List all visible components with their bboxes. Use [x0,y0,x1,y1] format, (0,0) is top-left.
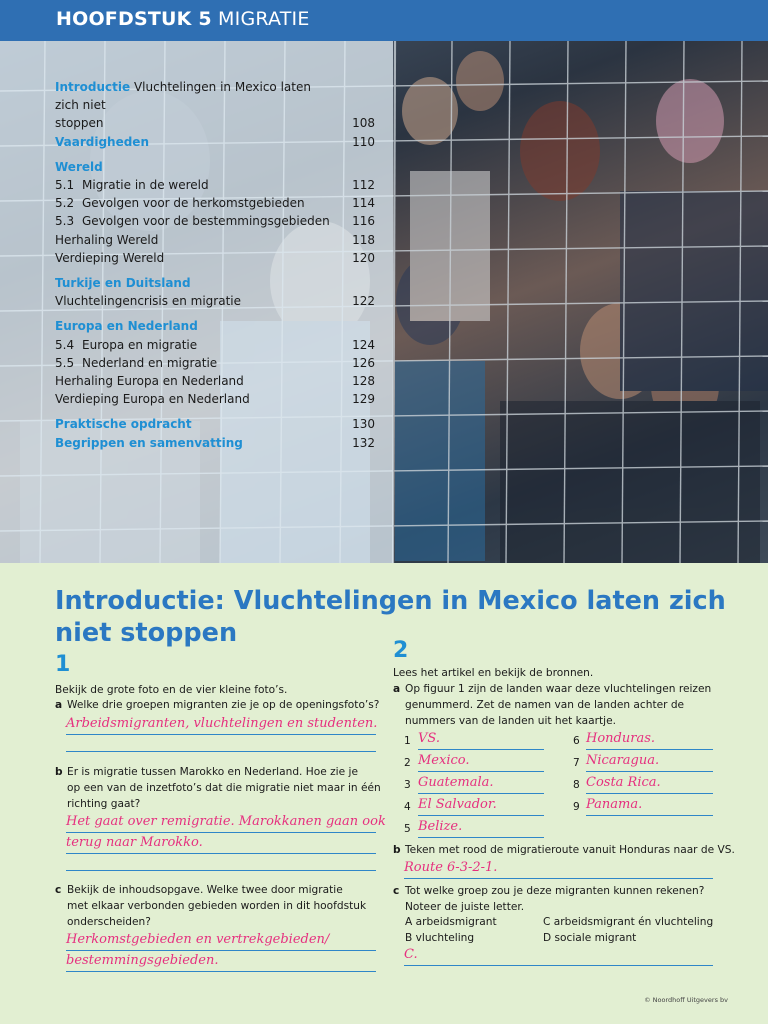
question-label: a [393,683,401,695]
question-1b-text [55,764,385,812]
question-2c-text [393,883,743,915]
toc-row[interactable] [55,194,375,212]
question-1a-text [55,697,385,713]
question-text: Welke drie groepen migranten zie je op de openingsfoto’s? [67,699,380,711]
question-2-number: 2 [393,638,409,663]
question-text: Er is migratie tussen Marokko en Nederland. Hoe zie je [67,766,358,778]
question-text: richting gaat? [67,798,141,810]
question-text: met elkaar verbonden gebieden worden in dit hoofdstuk [67,900,367,912]
toc-text: Verdieping Europa en Nederland [55,392,250,407]
toc-page: 126 [352,355,375,370]
toc-page: 130 [352,417,375,432]
toc-page: 129 [352,392,375,407]
question-label: c [55,884,62,896]
toc-text: Vluchtelingencrisis en migratie [55,294,241,309]
toc-row[interactable] [55,292,375,310]
question-text: Tot welke groep zou je deze migranten kunnen rekenen? [405,885,705,897]
option-b: B vluchteling [405,932,475,944]
toc-row[interactable] [55,231,375,249]
option-d: D sociale migrant [543,932,637,944]
copyright-notice: © Noordhoff Uitgevers bv [644,996,728,1004]
toc-row[interactable] [55,415,375,433]
toc-number: 5.2 [55,196,75,211]
toc-text: stoppen [55,116,104,131]
toc-section: Introductie [55,80,131,94]
toc-text: Europa en migratie [82,337,198,352]
option-a: A arbeidsmigrant [405,916,497,928]
answer-2c[interactable]: C. [404,945,713,966]
toc-page: 132 [352,435,375,450]
country-number: 5 [404,823,411,835]
toc-number: 5.3 [55,214,75,229]
question-text: genummerd. Zet de namen van de landen achter de [405,699,685,711]
country-answer[interactable]: Guatemala. [418,773,544,794]
country-number: 7 [573,757,580,769]
toc-row[interactable] [55,317,375,335]
toc-text: Nederland en migratie [82,355,218,370]
country-number: 4 [404,801,411,813]
intro-title-line: Introductie: Vluchtelingen in Mexico laten zich [55,586,726,616]
toc-text: Gevolgen voor de bestemmingsgebieden [82,214,330,229]
country-answer[interactable]: Panama. [586,795,713,816]
country-answer[interactable]: VS. [418,729,544,750]
answer-1c-line2[interactable]: bestemmingsgebieden. [66,951,376,972]
toc-row[interactable] [55,372,375,390]
toc-row[interactable] [55,274,375,292]
toc-section: Europa en Nederland [55,319,198,334]
toc-row[interactable] [55,133,375,151]
country-number: 1 [404,735,411,747]
question-1-number: 1 [55,652,71,677]
answer-1a[interactable]: Arbeidsmigranten, vluchtelingen en studenten. [66,714,376,735]
country-answer[interactable]: Mexico. [418,751,544,772]
toc-section: Praktische opdracht [55,417,192,432]
country-answer[interactable]: Costa Rica. [586,773,713,794]
toc-text: Migratie in de wereld [82,178,209,193]
toc-row[interactable] [55,390,375,408]
country-answer[interactable]: Honduras. [586,729,713,750]
table-of-contents [55,78,375,452]
chapter-title [56,8,310,30]
toc-page: 112 [352,178,375,193]
intro-title-line: niet stoppen [55,618,238,648]
country-number: 8 [573,779,580,791]
toc-row[interactable] [55,78,375,114]
toc-page: 110 [352,134,375,149]
question-text: Op figuur 1 zijn de landen waar deze vluchtelingen reizen [405,683,712,695]
toc-page: 122 [352,294,375,309]
answer-2b[interactable]: Route 6-3-2-1. [404,858,713,879]
country-number: 6 [573,735,580,747]
country-answer[interactable]: El Salvador. [418,795,544,816]
question-text: Bekijk de inhoudsopgave. Welke twee door migratie [67,884,343,896]
option-c: C arbeidsmigrant én vluchteling [543,916,714,928]
question-2a-text [393,681,733,729]
toc-text: Vluchtelingen in Mexico laten zich niet [55,80,311,113]
country-number: 3 [404,779,411,791]
question-1-intro: Bekijk de grote foto en de vier kleine foto’s. [55,684,288,696]
question-2b-text [393,842,743,858]
toc-page: 116 [352,214,375,229]
toc-text: Gevolgen voor de herkomstgebieden [82,196,305,211]
answer-line[interactable] [66,751,376,752]
toc-number: 5.1 [55,178,75,193]
toc-page: 120 [352,250,375,265]
toc-section: Begrippen en samenvatting [55,435,243,450]
toc-section: Vaardigheden [55,134,149,149]
toc-page: 128 [352,374,375,389]
toc-page: 108 [352,116,375,131]
question-label: b [393,844,401,856]
country-number: 9 [573,801,580,813]
question-2-intro: Lees het artikel en bekijk de bronnen. [393,667,594,679]
toc-row[interactable] [55,158,375,176]
question-1c-text [55,882,385,930]
toc-row[interactable] [55,249,375,267]
country-number: 2 [404,757,411,769]
answer-1c-line1[interactable]: Herkomstgebieden en vertrekgebieden/ [66,930,376,951]
toc-number: 5.4 [55,337,75,352]
chapter-header [0,0,768,41]
country-answer[interactable]: Nicaragua. [586,751,713,772]
toc-page: 124 [352,337,375,352]
question-text: op een van de inzetfoto’s dat die migratie niet maar in één [67,782,381,794]
answer-line[interactable] [66,870,376,871]
toc-row[interactable] [55,114,375,132]
toc-row[interactable] [55,354,375,372]
toc-row[interactable] [55,336,375,354]
question-label: c [393,885,400,897]
country-answer[interactable]: Belize. [418,817,544,838]
toc-row[interactable] [55,176,375,194]
toc-section: Wereld [55,159,103,174]
toc-row[interactable] [55,434,375,452]
toc-section: Turkije en Duitsland [55,276,191,291]
question-text: nummers van de landen uit het kaartje. [405,715,616,727]
answer-1b-line1[interactable]: Het gaat over remigratie. Marokkanen gaan ook [66,812,376,833]
question-label: a [55,699,63,711]
chapter-topic: MIGRATIE [218,8,310,30]
toc-page: 114 [352,196,375,211]
toc-page: 118 [352,232,375,247]
toc-text: Herhaling Wereld [55,232,159,247]
toc-text: Verdieping Wereld [55,250,165,265]
chapter-number: HOOFDSTUK 5 [56,8,212,30]
question-text: Noteer de juiste letter. [405,901,525,913]
answer-1b-line2[interactable]: terug naar Marokko. [66,833,376,854]
toc-text: Herhaling Europa en Nederland [55,374,244,389]
question-text: Teken met rood de migratieroute vanuit Honduras naar de VS. [405,844,735,856]
question-label: b [55,766,63,778]
toc-row[interactable] [55,212,375,230]
question-text: onderscheiden? [67,916,151,928]
toc-number: 5.5 [55,355,75,370]
